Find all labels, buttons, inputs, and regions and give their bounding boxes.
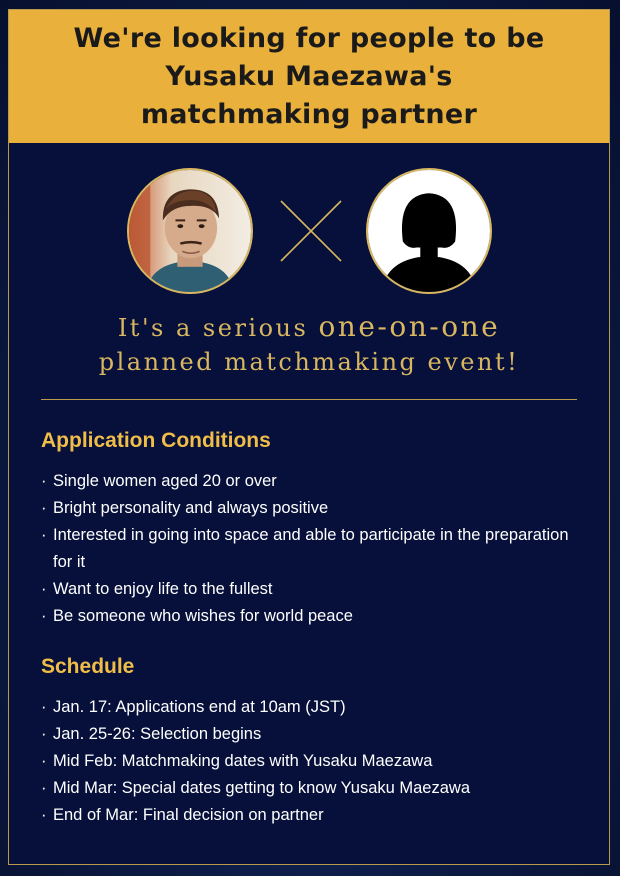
title-line-2: Yusaku Maezawa's bbox=[165, 60, 453, 92]
woman-silhouette-icon bbox=[366, 168, 492, 294]
page-title bbox=[74, 20, 545, 134]
schedule-list bbox=[41, 694, 577, 829]
divider bbox=[41, 399, 577, 400]
list-item: · Bright personality and always positive bbox=[41, 495, 577, 522]
cross-icon bbox=[279, 199, 343, 263]
title-line-3: matchmaking partner bbox=[140, 98, 478, 130]
conditions-section bbox=[9, 429, 609, 630]
tagline bbox=[9, 310, 609, 379]
list-item: · Jan. 25-26: Selection begins bbox=[41, 721, 577, 748]
title-line-1: We're looking for people to be bbox=[73, 22, 545, 54]
list-item: · Single women aged 20 or over bbox=[41, 468, 577, 495]
title-banner bbox=[9, 10, 609, 143]
conditions-heading: Application Conditions bbox=[41, 429, 271, 452]
list-item: · Want to enjoy life to the fullest bbox=[41, 576, 577, 603]
list-item: · Be someone who wishes for world peace bbox=[41, 603, 577, 630]
list-item: · Jan. 17: Applications end at 10am (JST) bbox=[41, 694, 577, 721]
tagline-emphasis: one-on-one bbox=[318, 310, 501, 343]
conditions-list bbox=[41, 468, 577, 630]
tagline-part-3: planned matchmaking event! bbox=[98, 348, 520, 376]
list-item: · Mid Mar: Special dates getting to know Yusaku Maezawa bbox=[41, 775, 577, 802]
man-portrait-icon bbox=[127, 168, 253, 294]
portraits-row bbox=[9, 143, 609, 313]
schedule-heading: Schedule bbox=[41, 655, 135, 678]
list-item: · Mid Feb: Matchmaking dates with Yusaku Maezawa bbox=[41, 748, 577, 775]
list-item: · Interested in going into space and able to participate in the preparation for it bbox=[41, 522, 577, 576]
list-item: · End of Mar: Final decision on partner bbox=[41, 802, 577, 829]
schedule-section bbox=[9, 655, 609, 829]
tagline-part-1: It's a serious bbox=[117, 314, 319, 342]
announcement-card bbox=[8, 9, 610, 865]
